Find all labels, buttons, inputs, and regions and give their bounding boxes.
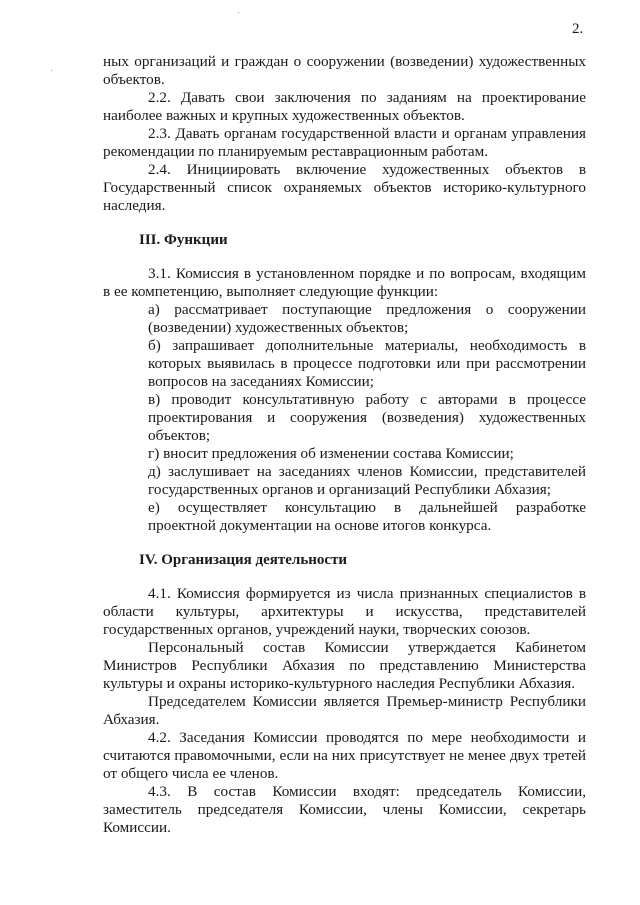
page-number: 2.: [572, 21, 584, 37]
clause-2-3: 2.3. Давать органам государственной власти и органам управления рекомендации по планируемым реставрационным работам.: [103, 125, 586, 160]
functions-list: [103, 301, 586, 535]
clause-4-1: 4.1. Комиссия формируется из числа признанных специалистов в области культуры, архитектуры и искусства, представителей государственных органов, учреждений науки, творческих союзов.: [103, 585, 586, 638]
function-item-e: е) осуществляет консультацию в дальнейшей разработке проектной документации на основе итогов конкурса.: [148, 499, 586, 534]
personnel-paragraph: Персональный состав Комиссии утверждается Кабинетом Министров Республики Абхазия по представлению Министерства культуры и охраны историко-культурного наследия Республики Абхазия.: [103, 639, 586, 692]
clause-4-3: 4.3. В состав Комиссии входят: председатель Комиссии, заместитель председателя Комиссии, члены Комиссии, секретарь Комиссии.: [103, 783, 586, 836]
function-item-a: а) рассматривает поступающие предложения о сооружении (возведении) художественных объектов;: [148, 301, 586, 336]
clause-3-1: 3.1. Комиссия в установленном порядке и по вопросам, входящим в ее компетенцию, выполняет следующие функции:: [103, 265, 586, 300]
document-body: [103, 53, 586, 837]
section2-continuation: ных организаций и граждан о сооружении (возведении) художественных объектов.: [103, 53, 586, 88]
clause-4-2: 4.2. Заседания Комиссии проводятся по мере необходимости и считаются правомочными, если на них присутствует не менее двух третей от общего числа ее членов.: [103, 729, 586, 782]
section-heading-organization: IV. Организация деятельности: [139, 552, 348, 568]
function-item-b: б) запрашивает дополнительные материалы, необходимость в которых выявилась в процессе подготовки или при рассмотрении вопросов на заседаниях Комиссии;: [148, 337, 586, 390]
function-item-d: д) заслушивает на заседаниях членов Комиссии, представителей государственных органов и организаций Республики Абхазия;: [148, 463, 586, 498]
chairman-paragraph: Председателем Комиссии является Премьер-министр Республики Абхазия.: [103, 693, 586, 728]
function-item-v: в) проводит консультативную работу с авторами в процессе проектирования и сооружения (возведения) художественных объектов;: [148, 391, 586, 444]
scan-speck: [238, 12, 239, 13]
clause-2-4: 2.4. Инициировать включение художественных объектов в Государственный список охраняемых объектов историко-культурного наследия.: [103, 161, 586, 214]
scan-speck: [51, 70, 52, 71]
clause-2-2: 2.2. Давать свои заключения по заданиям на проектирование наиболее важных и крупных художественных объектов.: [103, 89, 586, 124]
function-item-g: г) вносит предложения об изменении состава Комиссии;: [148, 445, 514, 462]
section-heading-functions: III. Функции: [139, 232, 228, 248]
